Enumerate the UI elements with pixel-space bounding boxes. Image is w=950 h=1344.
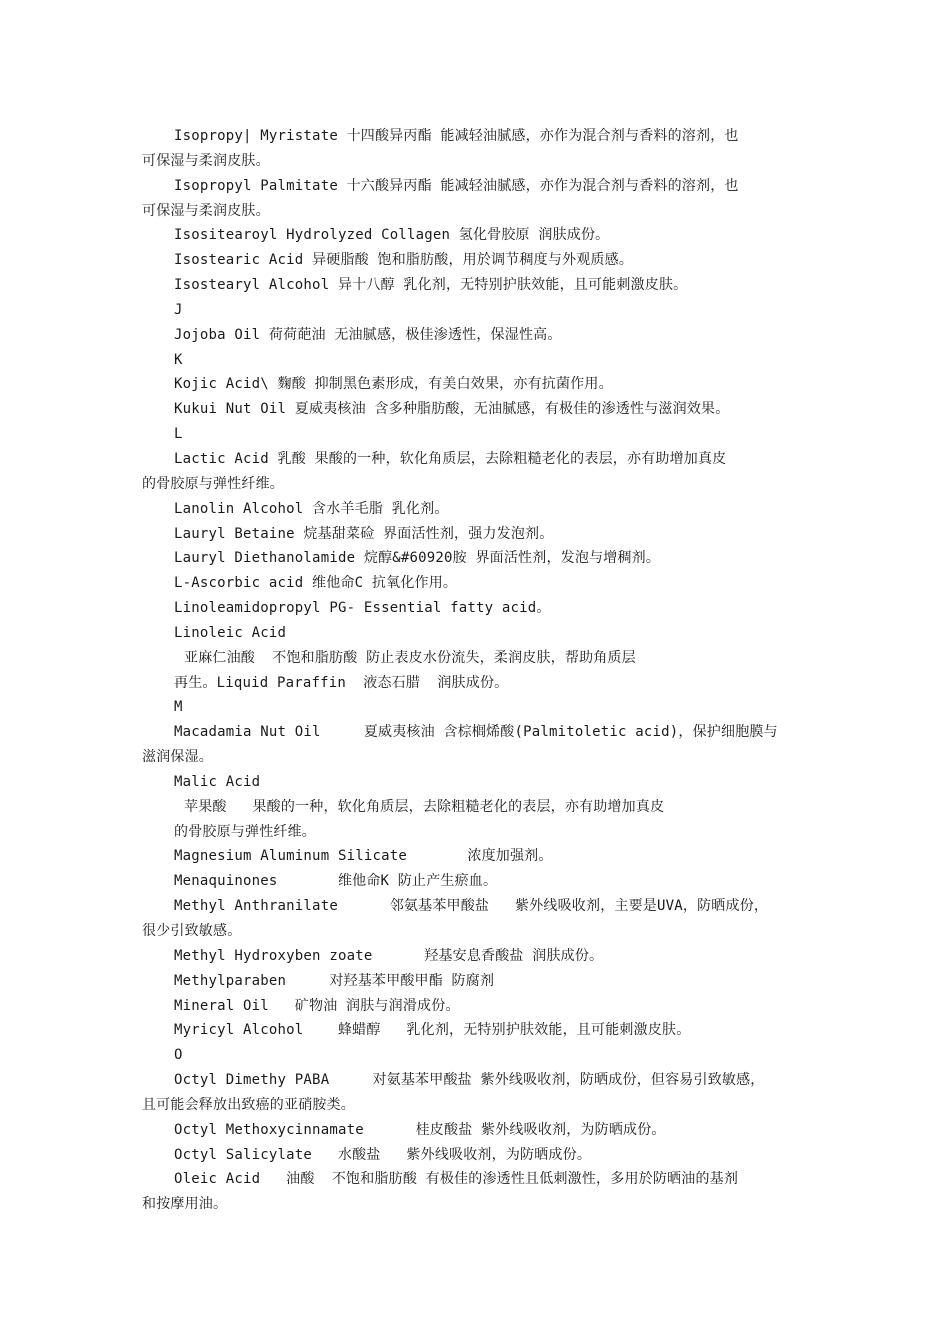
text-line: O bbox=[174, 1047, 183, 1064]
text-line: L bbox=[174, 426, 183, 443]
text-line: Malic Acid bbox=[174, 773, 261, 790]
text-line: Isositearoyl Hydrolyzed Collagen 氢化骨胶原 润肤成份。 bbox=[174, 227, 610, 244]
text-line: 再生。Liquid Paraffin 液态石腊 润肤成份。 bbox=[174, 674, 509, 691]
document-body bbox=[142, 124, 822, 1217]
text-line: Octyl Salicylate 水酸盐 紫外线吸收剂，为防晒成份。 bbox=[174, 1146, 592, 1163]
text-line: 滋润保湿。 bbox=[142, 749, 213, 766]
text-line: M bbox=[174, 699, 183, 716]
text-line: 且可能会释放出致癌的亚硝胺类。 bbox=[142, 1096, 355, 1113]
text-line: Macadamia Nut Oil 夏威夷核油 含棕榈烯酸(Palmitoletic acid)，保护细胞膜与 bbox=[174, 724, 778, 741]
text-line: J bbox=[174, 301, 183, 318]
text-line: Linoleic Acid bbox=[174, 624, 287, 641]
text-line: Lauryl Betaine 烷基甜菜硷 界面活性剂，强力发泡剂。 bbox=[174, 525, 554, 542]
text-line: Oleic Acid 油酸 不饱和脂肪酸 有极佳的渗透性且低刺激性，多用於防晒油的基剂 bbox=[174, 1171, 739, 1188]
text-line: 的骨胶原与弹性纤维。 bbox=[142, 475, 284, 492]
text-line: Isostearic Acid 异硬脂酸 饱和脂肪酸，用於调节稠度与外观质感。 bbox=[174, 252, 634, 269]
text-line: Lanolin Alcohol 含水羊毛脂 乳化剂。 bbox=[174, 500, 449, 517]
text-line: 可保湿与柔润皮肤。 bbox=[142, 152, 270, 169]
text-line: Isopropy| Myristate 十四酸异丙酯 能减轻油腻感，亦作为混合剂与香料的溶剂，也 bbox=[174, 128, 739, 144]
text-line: Jojoba Oil 荷荷葩油 无油腻感，极佳渗透性，保湿性高。 bbox=[174, 326, 562, 343]
text-line: Mineral Oil 矿物油 润肤与润滑成份。 bbox=[174, 997, 460, 1014]
text-line: Menaquinones 维他命K 防止产生瘀血。 bbox=[174, 873, 498, 890]
text-line: Kojic Acid\ 麴酸 抑制黑色素形成，有美白效果，亦有抗菌作用。 bbox=[174, 376, 613, 393]
text-line: Magnesium Aluminum Silicate 浓度加强剂。 bbox=[174, 848, 553, 865]
text-line: Myricyl Alcohol 蜂蜡醇 乳化剂，无特别护肤效能，且可能刺激皮肤。 bbox=[174, 1022, 691, 1039]
text-line: Octyl Methoxycinnamate 桂皮酸盐 紫外线吸收剂，为防晒成份。 bbox=[174, 1121, 666, 1138]
text-line: Isopropyl Palmitate 十六酸异丙酯 能减轻油腻感，亦作为混合剂与香料的溶剂，也 bbox=[174, 177, 739, 194]
text-line: Linoleamidopropyl PG- Essential fatty acid。 bbox=[174, 600, 551, 617]
text-line: Lauryl Diethanolamide 烷醇&#60920胺 界面活性剂，发泡与增稠剂。 bbox=[174, 550, 661, 567]
text-line: Isostearyl Alcohol 异十八醇 乳化剂，无特别护肤效能，且可能刺激皮肤。 bbox=[174, 277, 688, 294]
text-line: 和按摩用油。 bbox=[142, 1196, 228, 1213]
text-line: Kukui Nut Oil 夏威夷核油 含多种脂肪酸，无油腻感，有极佳的渗透性与滋润效果。 bbox=[174, 401, 730, 418]
text-line: 很少引致敏感。 bbox=[142, 923, 242, 939]
text-line: K bbox=[174, 351, 183, 368]
text-line: 亚麻仁油酸 不饱和脂肪酸 防止表皮水份流失，柔润皮肤，帮助角质层 bbox=[184, 649, 636, 666]
text-line: 的骨胶原与弹性纤维。 bbox=[174, 823, 316, 840]
text-line: L-Ascorbic acid 维他命C 抗氧化作用。 bbox=[174, 575, 458, 592]
text-line: Lactic Acid 乳酸 果酸的一种，软化角质层，去除粗糙老化的表层，亦有助增加真皮 bbox=[174, 450, 727, 467]
text-line: Methyl Hydroxyben zoate 羟基安息香酸盐 润肤成份。 bbox=[174, 947, 604, 964]
text-line: Octyl Dimethy PABA 对氨基苯甲酸盐 紫外线吸收剂，防晒成份，但容易引致敏感， bbox=[174, 1072, 765, 1089]
text-line: 可保湿与柔润皮肤。 bbox=[142, 202, 270, 219]
text-line: Methylparaben 对羟基苯甲酸甲酯 防腐剂 bbox=[174, 972, 495, 989]
text-line: Methyl Anthranilate 邻氨基苯甲酸盐 紫外线吸收剂，主要是UVA，防晒成份， bbox=[174, 898, 769, 915]
text-line: 苹果酸 果酸的一种，软化角质层，去除粗糙老化的表层，亦有助增加真皮 bbox=[184, 798, 665, 815]
